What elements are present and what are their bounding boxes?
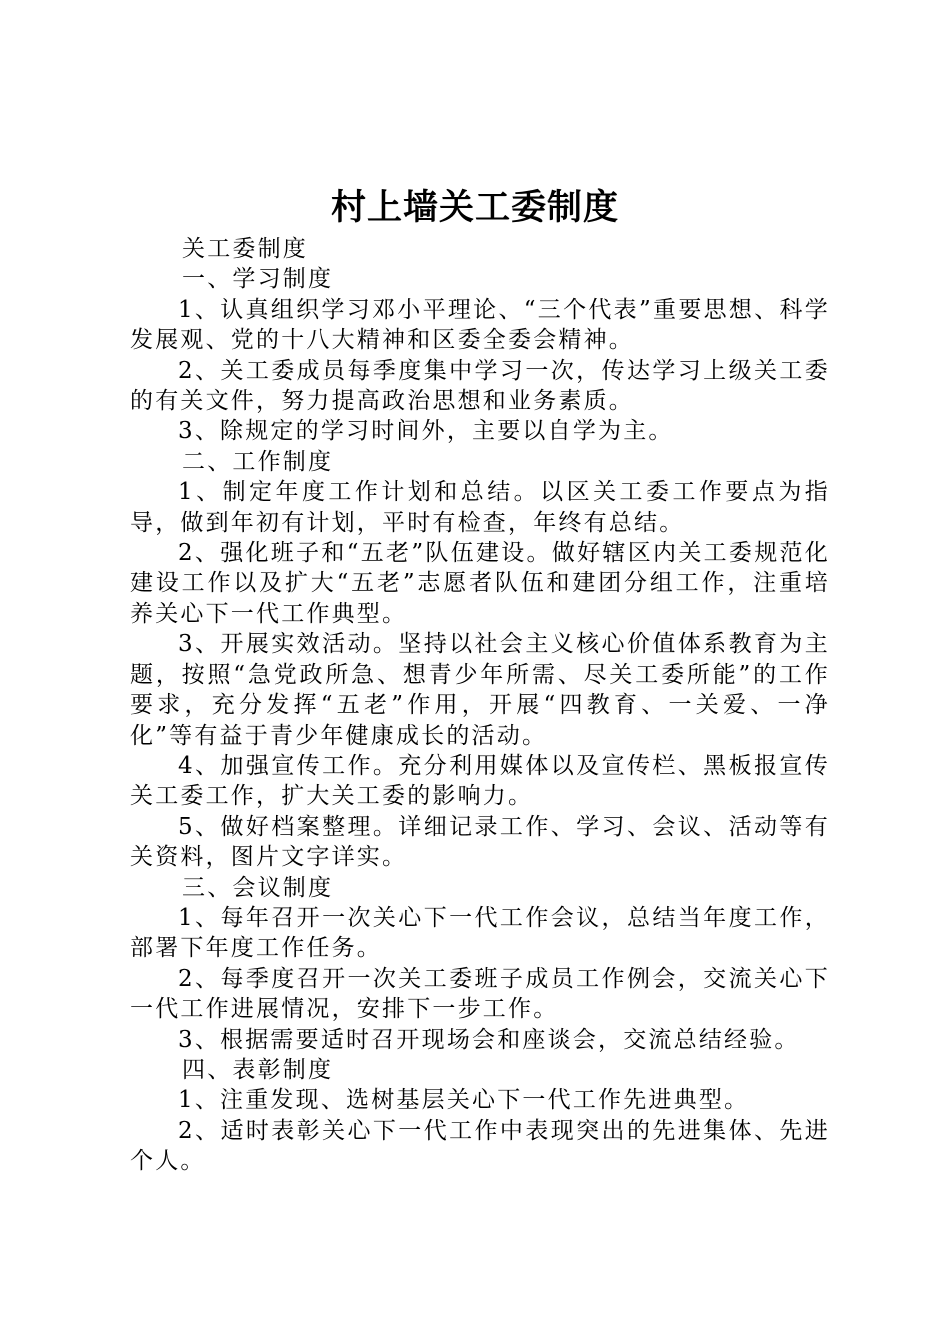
- section-heading: 关工委制度: [182, 236, 308, 262]
- paragraph: 1、认真组织学习邓小平理论、“三个代表”重要思想、科学发展观、党的十八大精神和区委全委会精神。: [130, 296, 830, 354]
- paragraph: 2、每季度召开一次关工委班子成员工作例会，交流关心下一代工作进展情况，安排下一步工作。: [130, 965, 830, 1023]
- document-title: 村上墙关工委制度: [330, 187, 619, 228]
- document-body: [130, 234, 830, 1177]
- section-heading: 四、表彰制度: [182, 1056, 334, 1083]
- paragraph: 2、适时表彰关心下一代工作中表现突出的先进集体、先进个人。: [130, 1117, 830, 1175]
- paragraph: 1、注重发现、选树基层关心下一代工作先进典型。: [178, 1087, 750, 1114]
- paragraph: 3、除规定的学习时间外，主要以自学为主。: [178, 418, 674, 445]
- paragraph: 4、加强宣传工作。充分利用媒体以及宣传栏、黑板报宣传关工委工作，扩大关工委的影响力。: [130, 752, 830, 810]
- paragraph: 3、开展实效活动。坚持以社会主义核心价值体系教育为主题，按照“急党政所急、想青少年所需、尽关工委所能”的工作要求，充分发挥“五老”作用，开展“四教育、一关爱、一净化”等有益于青少年健康成长的活动。: [130, 631, 830, 749]
- paragraph: 2、强化班子和“五老”队伍建设。做好辖区内关工委规范化建设工作以及扩大“五老”志愿者队伍和建团分组工作，注重培养关心下一代工作典型。: [130, 540, 830, 627]
- section-heading: 三、会议制度: [182, 874, 334, 901]
- paragraph: 3、根据需要适时召开现场会和座谈会，交流总结经验。: [178, 1026, 800, 1053]
- paragraph: 1、制定年度工作计划和总结。以区关工委工作要点为指导，做到年初有计划，平时有检查，年终有总结。: [130, 479, 830, 536]
- paragraph: 1、每年召开一次关心下一代工作会议，总结当年度工作，部署下年度工作任务。: [130, 904, 830, 962]
- section-heading: 二、工作制度: [182, 448, 334, 475]
- section-heading: 一、学习制度: [182, 266, 334, 293]
- paragraph: 2、关工委成员每季度集中学习一次，传达学习上级关工委的有关文件，努力提高政治思想和业务素质。: [130, 357, 830, 415]
- paragraph: 5、做好档案整理。详细记录工作、学习、会议、活动等有关资料，图片文字详实。: [130, 813, 830, 871]
